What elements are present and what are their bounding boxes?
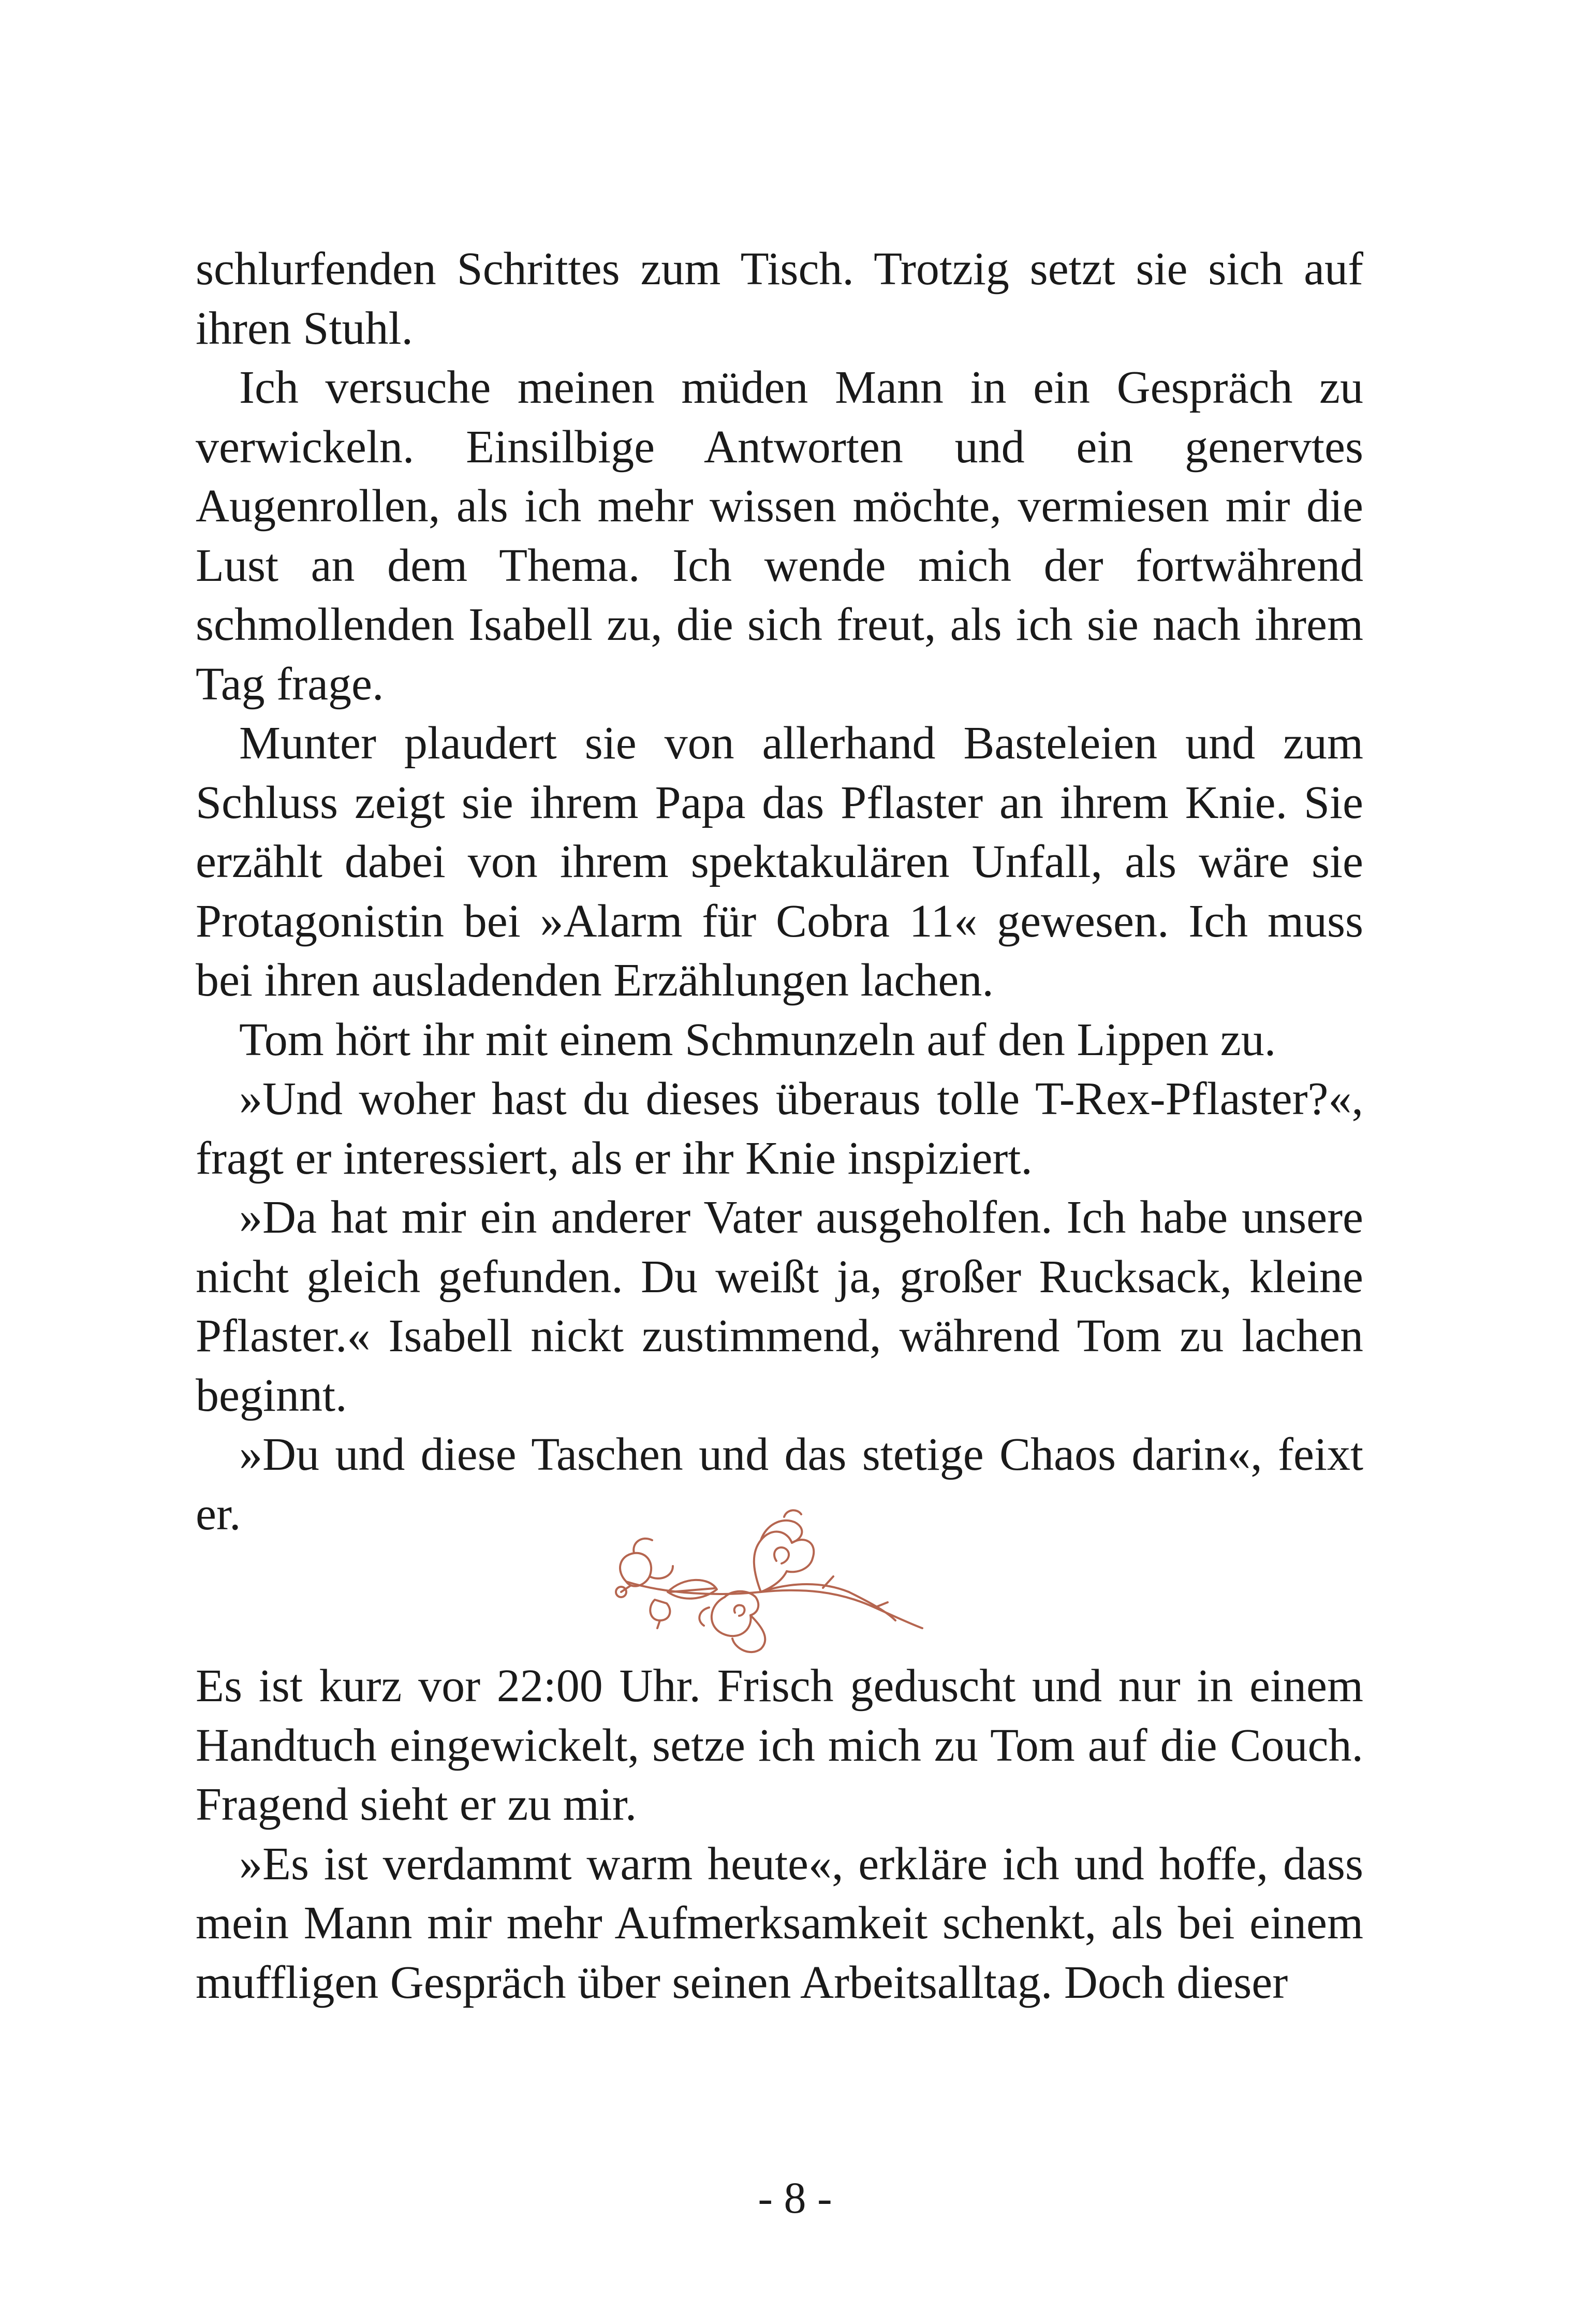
paragraph: Tom hört ihr mit einem Schmunzeln auf den Lippen zu. [239,1014,1276,1065]
paragraph: »Da hat mir ein anderer Vater ausgeholfen. Ich habe unsere nicht gleich gefunden. Du weißt ja, großer Rucksack, kleine Pflaster.« Isabell nickt zustimmend, während Tom zu lachen beginnt. [196,1192,1363,1421]
text-section-bottom [196,1657,1363,2012]
cherry-blossom-branch-icon [606,1504,926,1654]
paragraph: Munter plaudert sie von allerhand Basteleien und zum Schluss zeigt sie ihrem Papa das Pflaster an ihrem Knie. Sie erzählt dabei von ihrem spektakulären Unfall, als wäre sie Protagonistin bei »Alarm für Cobra 11« gewesen. Ich muss bei ihren ausladenden Erzählungen lachen. [196,718,1363,1006]
text-section-top [196,240,1363,1544]
paragraph: »Und woher hast du dieses überaus tolle T-Rex-Pflaster?«, fragt er interessiert, als er ihr Knie inspiziert. [196,1073,1363,1184]
paragraph: »Du und diese Taschen und das stetige Chaos darin«, feixt er. [196,1429,1363,1540]
paragraph: Es ist kurz vor 22:00 Uhr. Frisch geduscht und nur in einem Handtuch eingewickelt, setze ich mich zu Tom auf die Couch. Fragend sieht er zu mir. [196,1660,1363,1830]
page-number: - 8 - [758,2173,832,2223]
paragraph: »Es ist verdammt warm heute«, erkläre ich und hoffe, dass mein Mann mir mehr Aufmerksamkeit schenkt, als bei einem muffligen Gespräch über seinen Arbeitsalltag. Doch dieser [196,1838,1363,2008]
paragraph: schlurfenden Schrittes zum Tisch. Trotzig setzt sie sich auf ihren Stuhl. [196,243,1363,354]
paragraph: Ich versuche meinen müden Mann in ein Gespräch zu verwickeln. Einsilbige Antworten und ein genervtes Augenrollen, als ich mehr wissen möchte, vermiesen mir die Lust an dem Thema. Ich wende mich der fortwährend schmollenden Isabell zu, die sich freut, als ich sie nach ihrem Tag frage. [196,362,1363,710]
